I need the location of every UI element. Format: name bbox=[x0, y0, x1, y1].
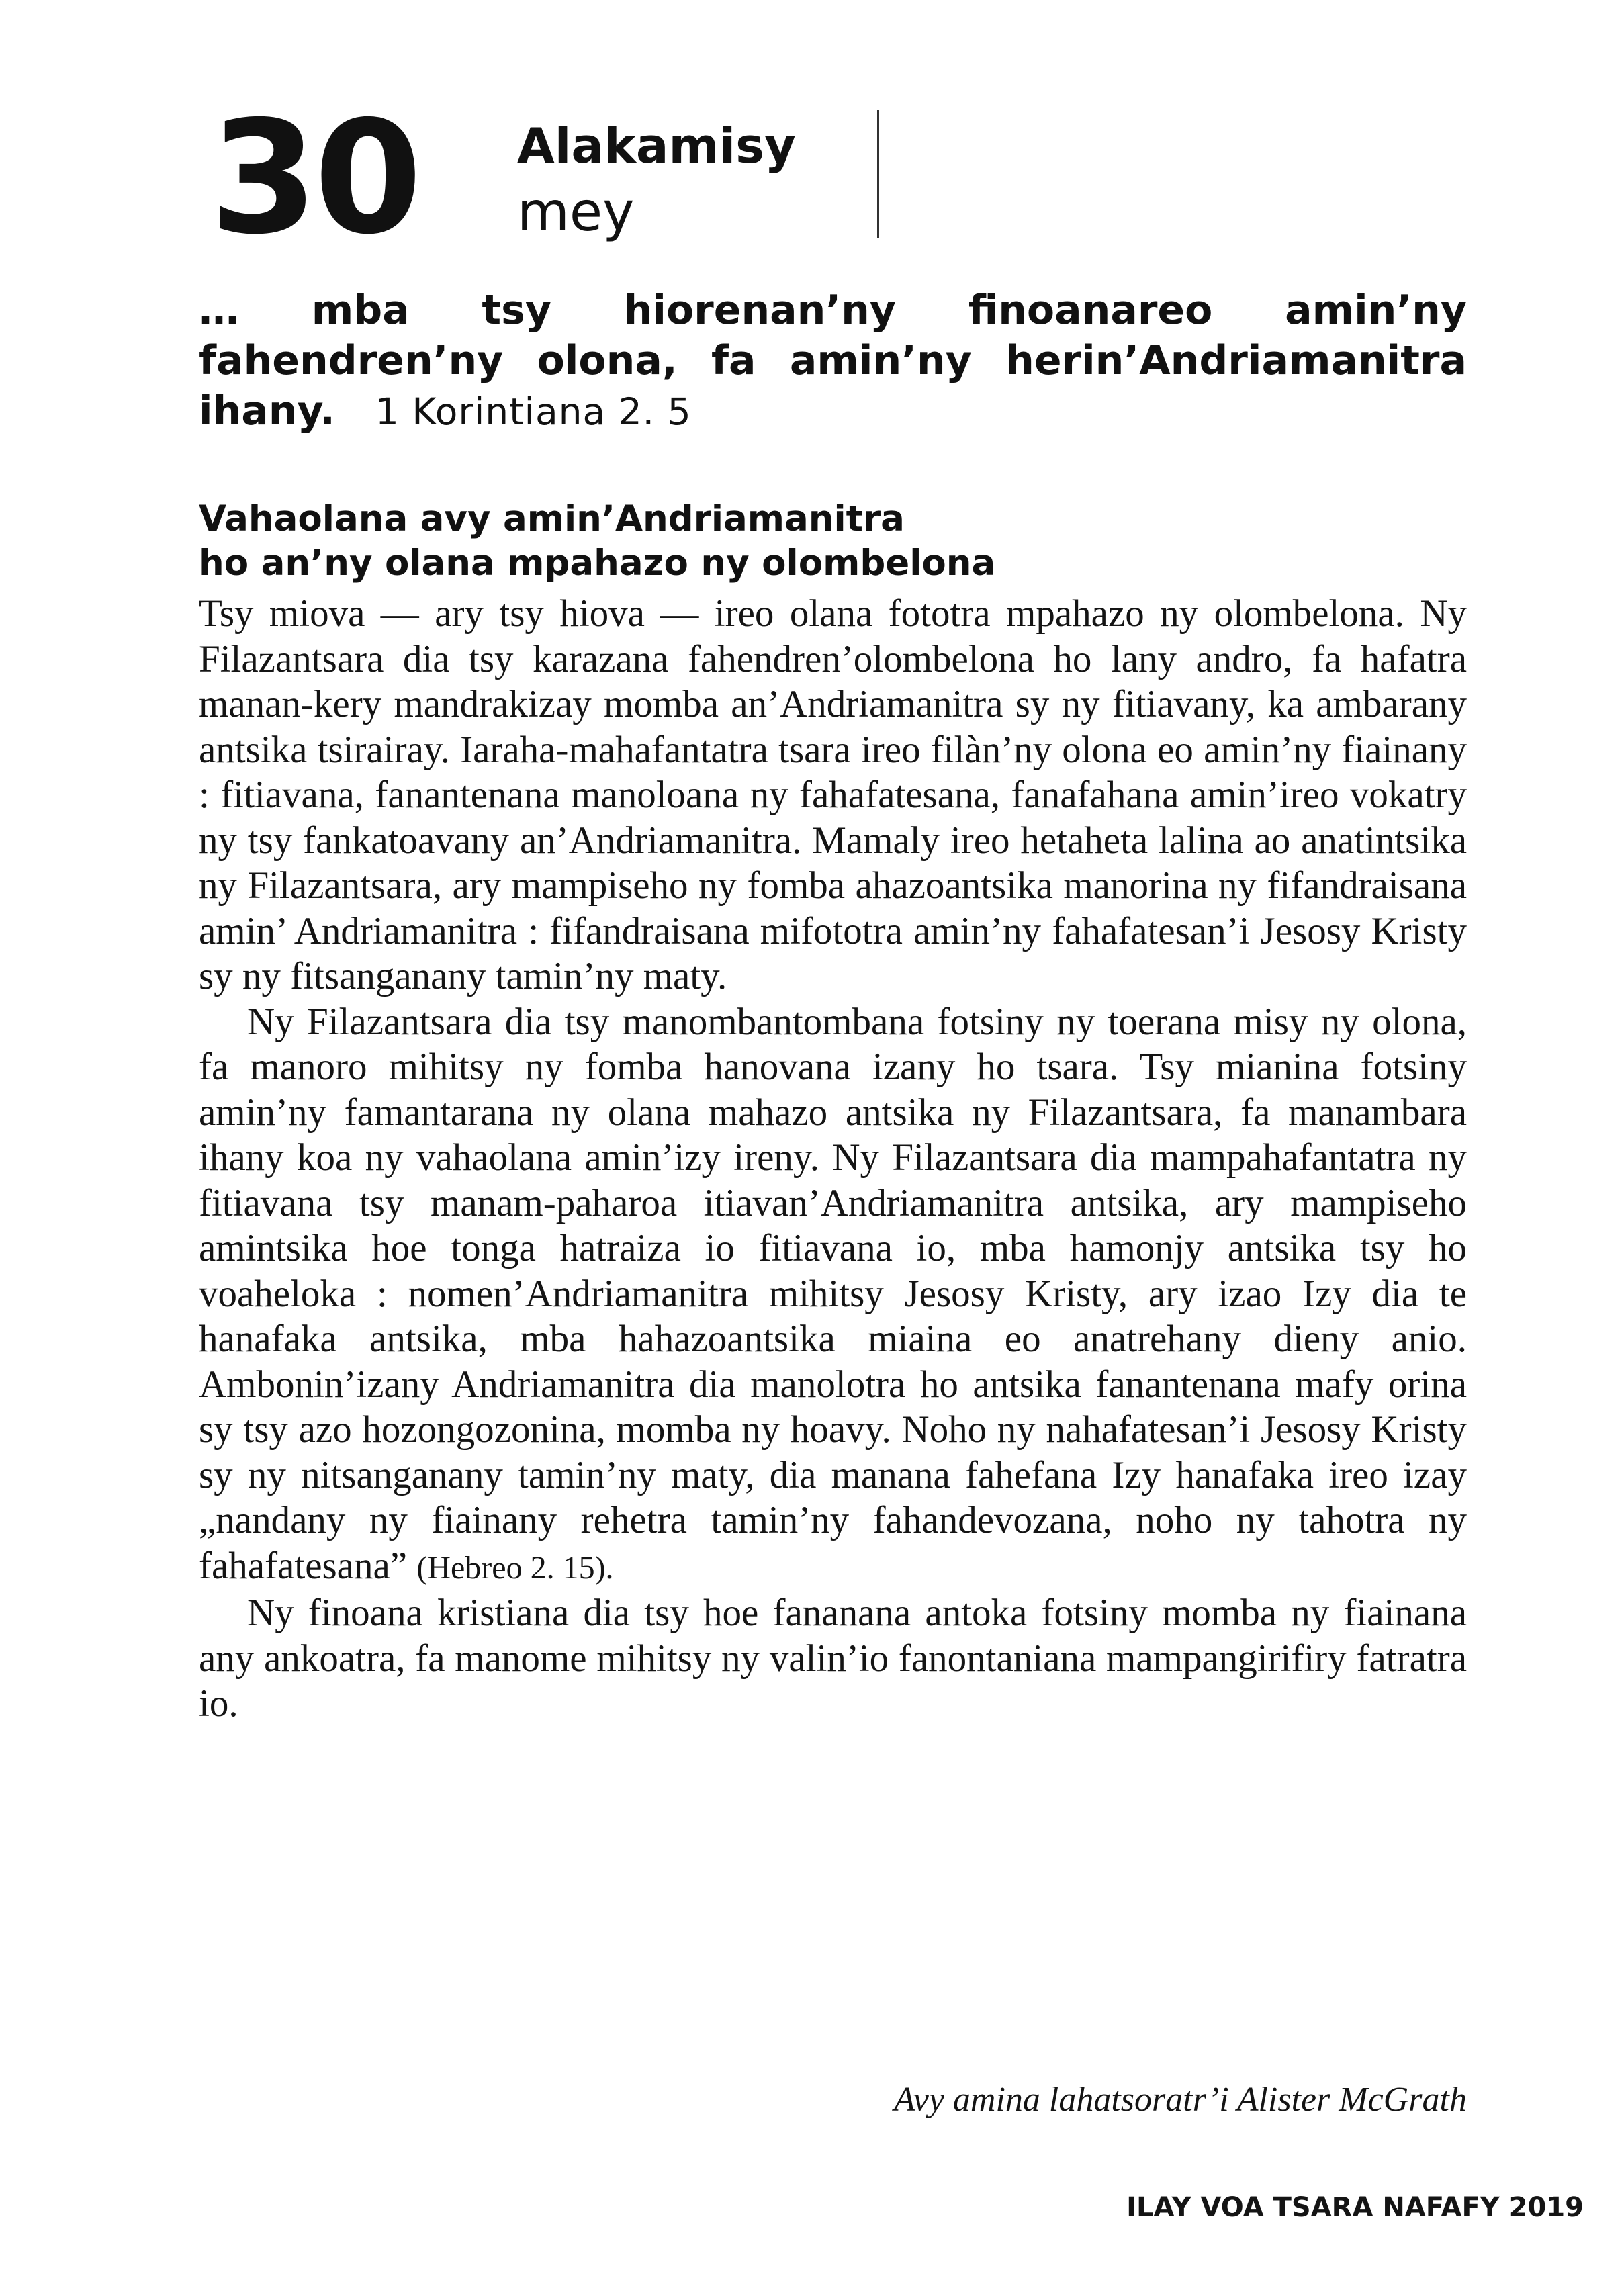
paragraph-3: Ny finoana kristiana dia tsy hoe fananana antoka fotsiny momba ny fiainana any ankoatra, fa manome mihitsy ny valin’io fanontaniana mampangirifiry fatratra io. bbox=[199, 1592, 1467, 1725]
day-number: 30 bbox=[210, 87, 418, 269]
header-divider bbox=[877, 110, 879, 238]
paragraph-2 bbox=[199, 999, 1467, 1591]
paragraph-1: Tsy miova — ary tsy hiova — ireo olana fototra mpahazo ny olombelona. Ny Filazantsara dia tsy karazana fahendren’olombelona ho lany andro, fa hafatra manan-kery mandrakizay momba an’Andriamanitra sy ny fitiavany, ka ambarany antsika tsirairay. Iaraha-mahafantatra tsara ireo filàn’ny olona eo amin’ny fiainany : fitiavana, fanantenana manoloana ny fahafatesana, fanafahana amin’ireo vokatry ny tsy fankatoavany an’Andriamanitra. Mamaly ireo hetaheta lalina ao anatintsika ny Filazantsara, ary mampiseho ny fomba ahazoantsika manorina ny fifandraisana amin’ Andriamanitra : fifandraisana mifototra amin’ny fahafatesan’i Jesosy Kristy sy ny fitsanganany tamin’ny maty. bbox=[199, 592, 1467, 997]
verse-text: … mba tsy hiorenan’ny finoanareo amin’ny fahendren’ny olona, fa amin’ny herin’Andriamanitra ihany. bbox=[199, 287, 1467, 435]
scripture-verse bbox=[199, 285, 1467, 437]
heading-line-2: ho an’ny olana mpahazo ny olombelona bbox=[199, 543, 996, 584]
paragraph-2-citation: (Hebreo 2. 15). bbox=[416, 1549, 614, 1586]
verse-reference: 1 Korintiana 2. 5 bbox=[375, 390, 692, 433]
page-footer: ILAY VOA TSARA NAFAFY 2019 bbox=[1126, 2192, 1584, 2223]
paragraph-2-text: Ny Filazantsara dia tsy manombantombana fotsiny ny toerana misy ny olona, fa manoro mihitsy ny fomba hanovana izany ho tsara. Tsy mianina fotsiny amin’ny famantarana ny olana mahazo antsika ny Filazantsara, fa manambara ihany koa ny vahaolana amin’izy ireny. Ny Filazantsara dia mampahafantatra ny fitiavana tsy manam-paharoa itiavan’Andriamanitra antsika, ary mampiseho amintsika hoe tonga hatraiza io fitiavana io, mba hamonjy antsika tsy ho voaheloka : nomen’Andriamanitra mihitsy Jesosy Kristy, ary izao Izy dia te hanafaka antsika, mba hahazoantsika miaina eo anatrehany dieny anio. Ambonin’izany Andriamanitra dia manolotra ho antsika fanantenana mafy orina sy tsy azo hozongozonina, momba ny hoavy. Noho ny nahafatesan’i Jesosy Kristy sy ny nitsanganany tamin’ny maty, dia manana fahefana Izy hanafaka ireo izay „nandany ny fiainany rehetra tamin’ny fahandevozana, noho ny tahotra ny fahafatesana” bbox=[199, 1000, 1467, 1587]
author-signature: Avy amina lahatsoratr’i Alister McGrath bbox=[893, 2081, 1467, 2119]
article-heading bbox=[199, 497, 1468, 586]
article-body bbox=[199, 591, 1467, 1727]
date-header bbox=[210, 87, 881, 269]
month: mey bbox=[517, 181, 635, 243]
heading-line-1: Vahaolana avy amin’Andriamanitra bbox=[199, 498, 905, 539]
weekday: Alakamisy bbox=[517, 118, 796, 174]
